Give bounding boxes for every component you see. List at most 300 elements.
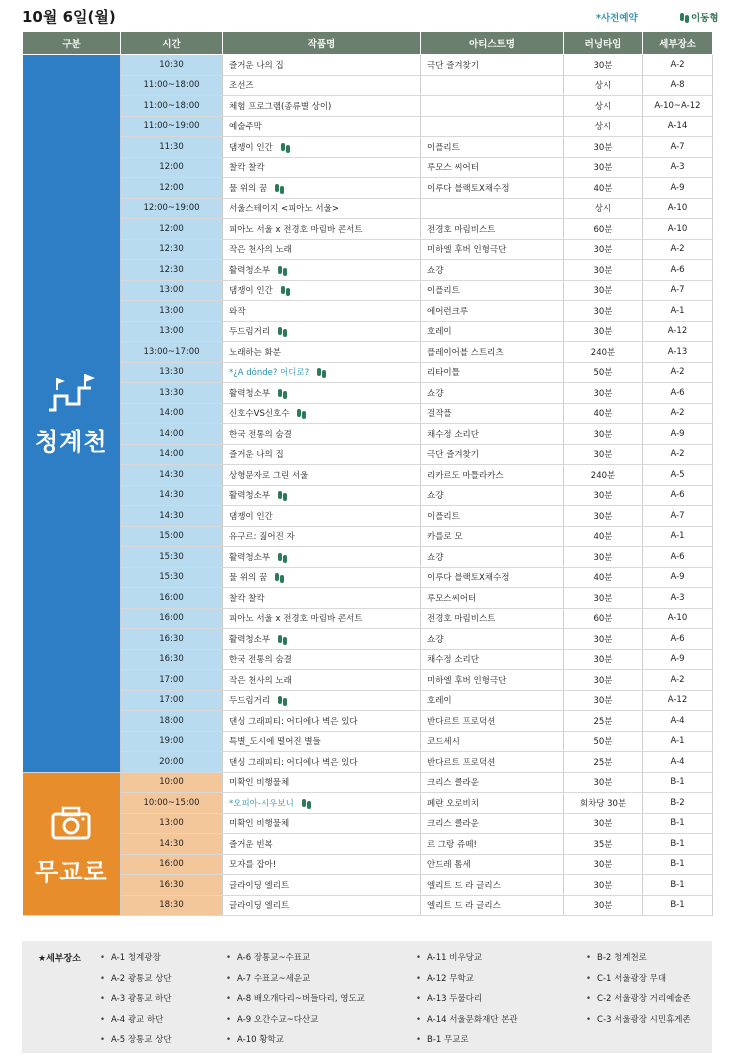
time-cell-text: 14:30 bbox=[159, 490, 184, 501]
location-cell-text: A-8 bbox=[670, 80, 685, 91]
artist-cell-text: 쇼걍 bbox=[427, 491, 444, 502]
location-cell-text: A-7 bbox=[670, 141, 685, 152]
artist-cell-text: 쇼걍 bbox=[427, 552, 444, 563]
location-item: • C-3 서울광장 시민휴게존 bbox=[586, 1013, 691, 1034]
artist-cell bbox=[421, 547, 564, 568]
location-cell-text: A-2 bbox=[670, 59, 685, 70]
location-cell bbox=[643, 178, 713, 199]
table-row bbox=[23, 670, 713, 691]
time-cell-text: 18:00 bbox=[159, 715, 184, 726]
location-cell-text: A-5 bbox=[670, 469, 685, 480]
artist-cell-text: 쇼걍 bbox=[427, 388, 444, 399]
time-cell bbox=[121, 567, 223, 588]
title-cell bbox=[223, 629, 421, 650]
location-cell-text: A-12 bbox=[667, 695, 688, 706]
location-cell bbox=[643, 711, 713, 732]
time-cell-text: 13:30 bbox=[159, 367, 184, 378]
artist-cell-text: 미하엘 후버 인형극단 bbox=[427, 245, 507, 256]
runtime-cell bbox=[564, 219, 643, 240]
title-cell bbox=[223, 731, 421, 752]
title-cell-text: 미확인 비행물체 bbox=[229, 778, 290, 789]
time-cell bbox=[121, 137, 223, 158]
schedule-body bbox=[23, 55, 713, 916]
title-cell-text: 즐거운 나의 집 bbox=[229, 450, 284, 461]
location-cell-text: A-2 bbox=[670, 674, 685, 685]
time-cell bbox=[121, 793, 223, 814]
location-cell bbox=[643, 793, 713, 814]
title-cell bbox=[223, 526, 421, 547]
title-cell bbox=[223, 649, 421, 670]
title-cell bbox=[223, 403, 421, 424]
time-cell bbox=[121, 198, 223, 219]
title-cell bbox=[223, 772, 421, 793]
title-cell bbox=[223, 608, 421, 629]
table-row bbox=[23, 424, 713, 445]
runtime-cell bbox=[564, 588, 643, 609]
location-cell bbox=[643, 260, 713, 281]
location-item: • A-10 황학교 bbox=[226, 1033, 365, 1054]
location-cell bbox=[643, 567, 713, 588]
location-cell-text: A-9 bbox=[670, 428, 685, 439]
runtime-cell bbox=[564, 96, 643, 117]
footprint-icon bbox=[297, 408, 306, 419]
location-cell bbox=[643, 321, 713, 342]
location-item: • B-1 무교로 bbox=[416, 1033, 518, 1054]
time-cell-text: 17:00 bbox=[159, 674, 184, 685]
title-cell bbox=[223, 280, 421, 301]
time-cell-text: 18:30 bbox=[159, 900, 184, 911]
artist-cell bbox=[421, 239, 564, 260]
artist-cell bbox=[421, 260, 564, 281]
artist-cell-text: 미하엘 후버 인형극단 bbox=[427, 675, 507, 686]
time-cell bbox=[121, 875, 223, 896]
time-cell bbox=[121, 506, 223, 527]
runtime-cell bbox=[564, 895, 643, 916]
time-cell bbox=[121, 588, 223, 609]
time-cell-text: 16:30 bbox=[159, 633, 184, 644]
title-cell bbox=[223, 465, 421, 486]
location-cell-text: A-6 bbox=[670, 490, 685, 501]
artist-cell-text: 걸작플 bbox=[427, 409, 452, 420]
artist-cell-text: 카를로 모 bbox=[427, 532, 463, 543]
footprint-icon bbox=[680, 12, 689, 23]
time-cell bbox=[121, 362, 223, 383]
artist-cell bbox=[421, 465, 564, 486]
location-cell bbox=[643, 731, 713, 752]
time-cell bbox=[121, 711, 223, 732]
table-row bbox=[23, 485, 713, 506]
title-cell bbox=[223, 239, 421, 260]
title-cell-text: 찰칵 찰칵 bbox=[229, 163, 265, 174]
table-row bbox=[23, 260, 713, 281]
location-column-1 bbox=[100, 951, 172, 1054]
location-cell-text: B-2 bbox=[670, 797, 685, 808]
runtime-cell bbox=[564, 178, 643, 199]
runtime-cell bbox=[564, 301, 643, 322]
location-item: • A-4 광교 하단 bbox=[100, 1013, 172, 1034]
artist-cell-text: 리카르도 마틀라카스 bbox=[427, 470, 504, 481]
table-row bbox=[23, 526, 713, 547]
time-cell bbox=[121, 752, 223, 773]
time-cell-text: 15:30 bbox=[159, 551, 184, 562]
artist-cell-text: 채수정 소리단 bbox=[427, 429, 479, 440]
footprint-icon bbox=[278, 326, 287, 337]
artist-cell-text: 코드세시 bbox=[427, 737, 460, 748]
artist-cell-text: 반다르트 프로덕션 bbox=[427, 716, 496, 727]
title-cell-text: 댐쟁이 인간 bbox=[229, 142, 273, 153]
runtime-cell bbox=[564, 854, 643, 875]
time-cell bbox=[121, 649, 223, 670]
time-cell-text: 11:00~18:00 bbox=[143, 100, 200, 111]
runtime-cell-text: 30분 bbox=[593, 286, 613, 297]
runtime-cell bbox=[564, 629, 643, 650]
time-cell-text: 12:00~19:00 bbox=[143, 203, 200, 214]
location-cell bbox=[643, 547, 713, 568]
location-cell-text: A-6 bbox=[670, 387, 685, 398]
location-cell-text: A-6 bbox=[670, 264, 685, 275]
artist-cell bbox=[421, 670, 564, 691]
title-cell-text: 활력청소부 bbox=[229, 388, 271, 399]
time-cell-text: 11:30 bbox=[159, 141, 184, 152]
time-cell-text: 16:00 bbox=[159, 613, 184, 624]
artist-cell bbox=[421, 75, 564, 96]
table-row bbox=[23, 711, 713, 732]
time-cell-text: 11:00~19:00 bbox=[143, 121, 200, 132]
title-cell bbox=[223, 670, 421, 691]
time-cell bbox=[121, 465, 223, 486]
artist-cell bbox=[421, 383, 564, 404]
runtime-cell bbox=[564, 711, 643, 732]
artist-cell-text: 엘리트 드 라 글리스 bbox=[427, 880, 501, 891]
location-cell-text: B-1 bbox=[670, 818, 685, 829]
artist-cell bbox=[421, 96, 564, 117]
runtime-cell-text: 30분 bbox=[593, 778, 613, 789]
time-cell bbox=[121, 383, 223, 404]
location-cell bbox=[643, 813, 713, 834]
table-row bbox=[23, 157, 713, 178]
location-cell bbox=[643, 55, 713, 76]
location-cell-text: A-10 bbox=[667, 203, 688, 214]
location-cell bbox=[643, 96, 713, 117]
time-cell-text: 11:00~18:00 bbox=[143, 80, 200, 91]
location-item: • C-1 서울광장 무대 bbox=[586, 972, 691, 993]
location-cell bbox=[643, 157, 713, 178]
table-row bbox=[23, 649, 713, 670]
artist-cell-text: 호레이 bbox=[427, 696, 452, 707]
location-cell bbox=[643, 239, 713, 260]
artist-cell bbox=[421, 629, 564, 650]
location-item: • A-11 비우당교 bbox=[416, 951, 518, 972]
title-cell bbox=[223, 588, 421, 609]
location-cell-text: A-1 bbox=[670, 736, 685, 747]
artist-cell bbox=[421, 444, 564, 465]
time-cell-text: 14:00 bbox=[159, 449, 184, 460]
artist-cell bbox=[421, 362, 564, 383]
runtime-cell-text: 25분 bbox=[593, 757, 613, 768]
title-cell-text: 서울스테이지 <피아노 서울> bbox=[229, 204, 339, 215]
move-legend-label: 이동형 bbox=[691, 13, 719, 24]
table-row bbox=[23, 608, 713, 629]
location-cell bbox=[643, 280, 713, 301]
runtime-cell-text: 50분 bbox=[593, 737, 613, 748]
title-cell bbox=[223, 198, 421, 219]
title-cell-text: 두드림거리 bbox=[229, 696, 271, 707]
time-cell bbox=[121, 444, 223, 465]
runtime-cell bbox=[564, 485, 643, 506]
location-cell-text: A-10 bbox=[667, 613, 688, 624]
location-cell bbox=[643, 875, 713, 896]
table-row bbox=[23, 567, 713, 588]
location-cell-text: A-7 bbox=[670, 510, 685, 521]
time-cell-text: 10:00~15:00 bbox=[143, 797, 200, 808]
table-row bbox=[23, 731, 713, 752]
location-cell bbox=[643, 465, 713, 486]
runtime-cell-text: 30분 bbox=[593, 880, 613, 891]
runtime-cell-text: 40분 bbox=[593, 409, 613, 420]
title-cell bbox=[223, 321, 421, 342]
time-cell-text: 15:30 bbox=[159, 572, 184, 583]
artist-cell bbox=[421, 813, 564, 834]
location-item: • B-2 청계천로 bbox=[586, 951, 691, 972]
time-cell-text: 12:00 bbox=[159, 162, 184, 173]
artist-cell bbox=[421, 608, 564, 629]
artist-cell-text: 이플리트 bbox=[427, 511, 460, 522]
title-cell-text: 찰칵 찰칵 bbox=[229, 593, 265, 604]
location-item: • A-3 광통교 하단 bbox=[100, 992, 172, 1013]
artist-cell bbox=[421, 690, 564, 711]
artist-cell bbox=[421, 321, 564, 342]
location-cell bbox=[643, 198, 713, 219]
artist-cell bbox=[421, 219, 564, 240]
runtime-cell bbox=[564, 444, 643, 465]
time-cell-text: 14:30 bbox=[159, 469, 184, 480]
runtime-cell-text: 30분 bbox=[593, 245, 613, 256]
artist-cell-text: 이루다 블랙토X채수정 bbox=[427, 573, 510, 584]
table-row bbox=[23, 321, 713, 342]
section-label: 무교로 bbox=[34, 858, 108, 887]
title-cell bbox=[223, 342, 421, 363]
table-row bbox=[23, 813, 713, 834]
artist-cell bbox=[421, 55, 564, 76]
time-cell bbox=[121, 526, 223, 547]
time-cell bbox=[121, 239, 223, 260]
footprint-icon bbox=[281, 142, 290, 153]
title-cell bbox=[223, 116, 421, 137]
location-cell-text: B-1 bbox=[670, 777, 685, 788]
artist-cell bbox=[421, 772, 564, 793]
location-cell bbox=[643, 670, 713, 691]
artist-cell-text: 이플리트 bbox=[427, 142, 460, 153]
artist-cell bbox=[421, 506, 564, 527]
title-cell bbox=[223, 875, 421, 896]
time-cell bbox=[121, 116, 223, 137]
time-cell bbox=[121, 629, 223, 650]
table-row bbox=[23, 342, 713, 363]
runtime-cell bbox=[564, 649, 643, 670]
time-cell bbox=[121, 157, 223, 178]
runtime-cell bbox=[564, 793, 643, 814]
location-cell-text: A-2 bbox=[670, 408, 685, 419]
location-column-4 bbox=[586, 951, 691, 1033]
location-cell bbox=[643, 506, 713, 527]
time-cell-text: 14:00 bbox=[159, 428, 184, 439]
runtime-cell bbox=[564, 772, 643, 793]
title-cell bbox=[223, 219, 421, 240]
artist-cell bbox=[421, 834, 564, 855]
col-header-location: 세부장소 bbox=[643, 32, 713, 55]
runtime-cell-text: 상시 bbox=[594, 122, 612, 133]
footprint-icon bbox=[278, 634, 287, 645]
location-cell bbox=[643, 895, 713, 916]
location-cell-text: A-1 bbox=[670, 305, 685, 316]
time-cell bbox=[121, 280, 223, 301]
artist-cell-text: 채수정 소리단 bbox=[427, 655, 479, 666]
title-cell-text: 즐거운 나의 집 bbox=[229, 60, 284, 71]
time-cell-text: 12:00 bbox=[159, 182, 184, 193]
time-cell bbox=[121, 485, 223, 506]
location-item: • A-8 배오개다리~버들다리, 영도교 bbox=[226, 992, 365, 1013]
footprint-icon bbox=[317, 367, 326, 378]
location-cell-text: B-1 bbox=[670, 900, 685, 911]
table-row bbox=[23, 301, 713, 322]
location-cell bbox=[643, 854, 713, 875]
time-cell-text: 19:00 bbox=[159, 736, 184, 747]
runtime-cell-text: 25분 bbox=[593, 716, 613, 727]
title-cell-text: 와작 bbox=[229, 306, 246, 317]
title-cell-text: 한국 전통의 숨결 bbox=[229, 655, 292, 666]
artist-cell bbox=[421, 280, 564, 301]
title-cell bbox=[223, 301, 421, 322]
move-legend bbox=[680, 10, 719, 24]
title-cell bbox=[223, 711, 421, 732]
location-cell-text: A-2 bbox=[670, 449, 685, 460]
runtime-cell bbox=[564, 690, 643, 711]
artist-cell-text: 쇼걍 bbox=[427, 634, 444, 645]
time-cell-text: 10:00 bbox=[159, 777, 184, 788]
table-row bbox=[23, 219, 713, 240]
time-cell bbox=[121, 834, 223, 855]
runtime-cell-text: 40분 bbox=[593, 532, 613, 543]
footprint-icon bbox=[278, 265, 287, 276]
artist-cell-text: 반다르트 프로덕션 bbox=[427, 757, 496, 768]
artist-cell bbox=[421, 301, 564, 322]
location-cell bbox=[643, 526, 713, 547]
time-cell-text: 15:00 bbox=[159, 531, 184, 542]
runtime-cell-text: 30분 bbox=[593, 60, 613, 71]
title-cell-text: 피아노 서울 x 전경호 마림바 콘서트 bbox=[229, 614, 363, 625]
runtime-cell bbox=[564, 506, 643, 527]
runtime-cell bbox=[564, 424, 643, 445]
location-cell-text: A-9 bbox=[670, 182, 685, 193]
artist-cell-text: 극단 즐겨찾기 bbox=[427, 450, 479, 461]
time-cell bbox=[121, 178, 223, 199]
location-cell-text: A-4 bbox=[670, 756, 685, 767]
artist-cell bbox=[421, 485, 564, 506]
time-cell-text: 17:00 bbox=[159, 695, 184, 706]
title-cell-text: 조선즈 bbox=[229, 81, 254, 92]
artist-cell bbox=[421, 116, 564, 137]
location-item: • A-2 광통교 상단 bbox=[100, 972, 172, 993]
title-cell bbox=[223, 383, 421, 404]
location-cell-text: A-1 bbox=[670, 531, 685, 542]
title-cell bbox=[223, 547, 421, 568]
artist-cell-text: 엘리트 드 라 글리스 bbox=[427, 901, 501, 912]
title-cell bbox=[223, 752, 421, 773]
time-cell bbox=[121, 219, 223, 240]
time-cell bbox=[121, 403, 223, 424]
location-item: • A-13 두물다리 bbox=[416, 992, 518, 1013]
location-cell-text: B-1 bbox=[670, 838, 685, 849]
runtime-cell-text: 30분 bbox=[593, 901, 613, 912]
location-item: • A-6 장통교~수표교 bbox=[226, 951, 365, 972]
title-cell-text: 글라이딩 엘리트 bbox=[229, 901, 290, 912]
title-cell-text: 댐쟁이 인간 bbox=[229, 286, 273, 297]
section-label: 청계천 bbox=[34, 427, 108, 456]
table-row bbox=[23, 280, 713, 301]
location-cell bbox=[643, 649, 713, 670]
footprint-icon bbox=[278, 388, 287, 399]
artist-cell bbox=[421, 793, 564, 814]
location-column-3 bbox=[416, 951, 518, 1054]
runtime-cell-text: 240분 bbox=[590, 470, 616, 481]
runtime-cell-text: 30분 bbox=[593, 388, 613, 399]
title-cell bbox=[223, 424, 421, 445]
location-cell-text: A-10 bbox=[667, 223, 688, 234]
runtime-cell bbox=[564, 752, 643, 773]
artist-cell-text: 전경호 마림비스트 bbox=[427, 224, 496, 235]
table-row bbox=[23, 75, 713, 96]
schedule-table bbox=[22, 31, 713, 916]
time-cell bbox=[121, 731, 223, 752]
runtime-cell-text: 30분 bbox=[593, 327, 613, 338]
title-cell-text: 피아노 서울 x 전경호 마림바 콘서트 bbox=[229, 224, 363, 235]
runtime-cell bbox=[564, 731, 643, 752]
table-row bbox=[23, 55, 713, 76]
table-row bbox=[23, 895, 713, 916]
artist-cell-text: 에어런크루 bbox=[427, 306, 469, 317]
table-row bbox=[23, 198, 713, 219]
time-cell-text: 16:30 bbox=[159, 879, 184, 890]
artist-cell bbox=[421, 342, 564, 363]
table-header-row bbox=[23, 32, 713, 55]
reservation-legend: *사전예약 bbox=[596, 13, 638, 24]
runtime-cell-text: 40분 bbox=[593, 573, 613, 584]
time-cell-text: 13:00 bbox=[159, 818, 184, 829]
location-item: • A-9 오간수교~다산교 bbox=[226, 1013, 365, 1034]
location-cell bbox=[643, 690, 713, 711]
artist-cell bbox=[421, 854, 564, 875]
artist-cell-text: 리타이틀 bbox=[427, 368, 460, 379]
time-cell-text: 14:30 bbox=[159, 838, 184, 849]
title-cell-text: 활력청소부 bbox=[229, 265, 271, 276]
location-cell bbox=[643, 424, 713, 445]
table-row bbox=[23, 96, 713, 117]
artist-cell bbox=[421, 403, 564, 424]
location-cell bbox=[643, 301, 713, 322]
artist-cell-text: 극단 즐겨찾기 bbox=[427, 60, 479, 71]
runtime-cell bbox=[564, 321, 643, 342]
location-cell-text: A-4 bbox=[670, 715, 685, 726]
location-cell-text: A-9 bbox=[670, 572, 685, 583]
location-cell-text: A-7 bbox=[670, 285, 685, 296]
table-row bbox=[23, 547, 713, 568]
runtime-cell-text: 상시 bbox=[594, 81, 612, 92]
time-cell-text: 16:00 bbox=[159, 592, 184, 603]
title-cell bbox=[223, 813, 421, 834]
time-cell-text: 13:00~17:00 bbox=[143, 346, 200, 357]
artist-cell bbox=[421, 649, 564, 670]
runtime-cell-text: 30분 bbox=[593, 655, 613, 666]
